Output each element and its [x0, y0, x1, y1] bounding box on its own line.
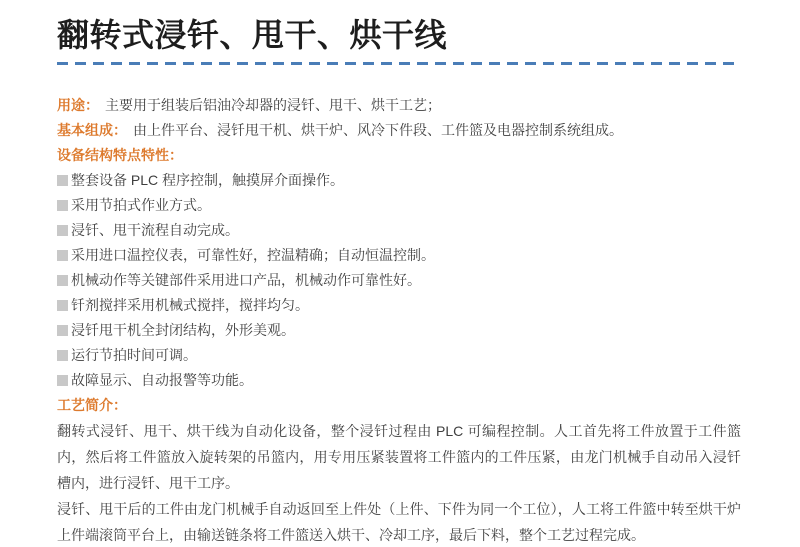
- features-heading: 设备结构特点特性：: [57, 147, 183, 163]
- feature-text: 采用进口温控仪表，可靠性好，控温精确；自动恒温控制。: [71, 247, 435, 263]
- composition-label: 基本组成：: [57, 122, 127, 138]
- feature-item: [57, 368, 741, 393]
- feature-item: [57, 168, 741, 193]
- feature-item: [57, 218, 741, 243]
- usage-line: [57, 93, 741, 118]
- feature-item: [57, 268, 741, 293]
- feature-text: 整套设备 PLC 程序控制，触摸屏介面操作。: [71, 172, 345, 188]
- usage-text: 主要用于组装后铝油冷却器的浸钎、甩干、烘干工艺；: [105, 97, 441, 113]
- feature-item: [57, 318, 741, 343]
- feature-text: 故障显示、自动报警等功能。: [71, 372, 253, 388]
- square-bullet-icon: [57, 325, 68, 336]
- square-bullet-icon: [57, 200, 68, 211]
- square-bullet-icon: [57, 275, 68, 286]
- square-bullet-icon: [57, 300, 68, 311]
- process-paragraph-2: 浸钎、甩干后的工件由龙门机械手自动返回至上件处（上件、下件为同一个工位），人工将工件篮中转至烘干炉上件端滚筒平台上，由输送链条将工件篮送入烘干、冷却工序，最后下料，整个工艺过程完成。: [57, 501, 741, 543]
- feature-text: 采用节拍式作业方式。: [71, 197, 211, 213]
- composition-text: 由上件平台、浸钎甩干机、烘干炉、风冷下件段、工件篮及电器控制系统组成。: [133, 122, 623, 138]
- square-bullet-icon: [57, 175, 68, 186]
- process-heading: 工艺简介：: [57, 397, 127, 413]
- square-bullet-icon: [57, 350, 68, 361]
- feature-text: 浸钎、甩干流程自动完成。: [71, 222, 239, 238]
- feature-item: [57, 193, 741, 218]
- feature-text: 机械动作等关键部件采用进口产品，机械动作可靠性好。: [71, 272, 421, 288]
- feature-item: [57, 343, 741, 368]
- process-paragraph-1: 翻转式浸钎、甩干、烘干线为自动化设备，整个浸钎过程由 PLC 可编程控制。人工首先将工件放置于工件篮内，然后将工件篮放入旋转架的吊篮内，用专用压紧装置将工件篮内的工件压紧，由龙门机械手自动吊入浸钎槽内，进行浸钎、甩干工序。: [57, 423, 741, 491]
- usage-label: 用途：: [57, 97, 99, 113]
- composition-line: [57, 118, 741, 143]
- feature-text: 浸钎甩干机全封闭结构，外形美观。: [71, 322, 295, 338]
- feature-list: [57, 168, 741, 393]
- page-content: [57, 93, 741, 547]
- feature-item: [57, 243, 741, 268]
- square-bullet-icon: [57, 375, 68, 386]
- square-bullet-icon: [57, 250, 68, 261]
- dashed-divider: [57, 62, 741, 65]
- page-title: 翻转式浸钎、甩干、烘干线: [57, 17, 448, 53]
- feature-text: 钎剂搅拌采用机械式搅拌，搅拌均匀。: [71, 297, 309, 313]
- square-bullet-icon: [57, 225, 68, 236]
- feature-text: 运行节拍时间可调。: [71, 347, 197, 363]
- feature-item: [57, 293, 741, 318]
